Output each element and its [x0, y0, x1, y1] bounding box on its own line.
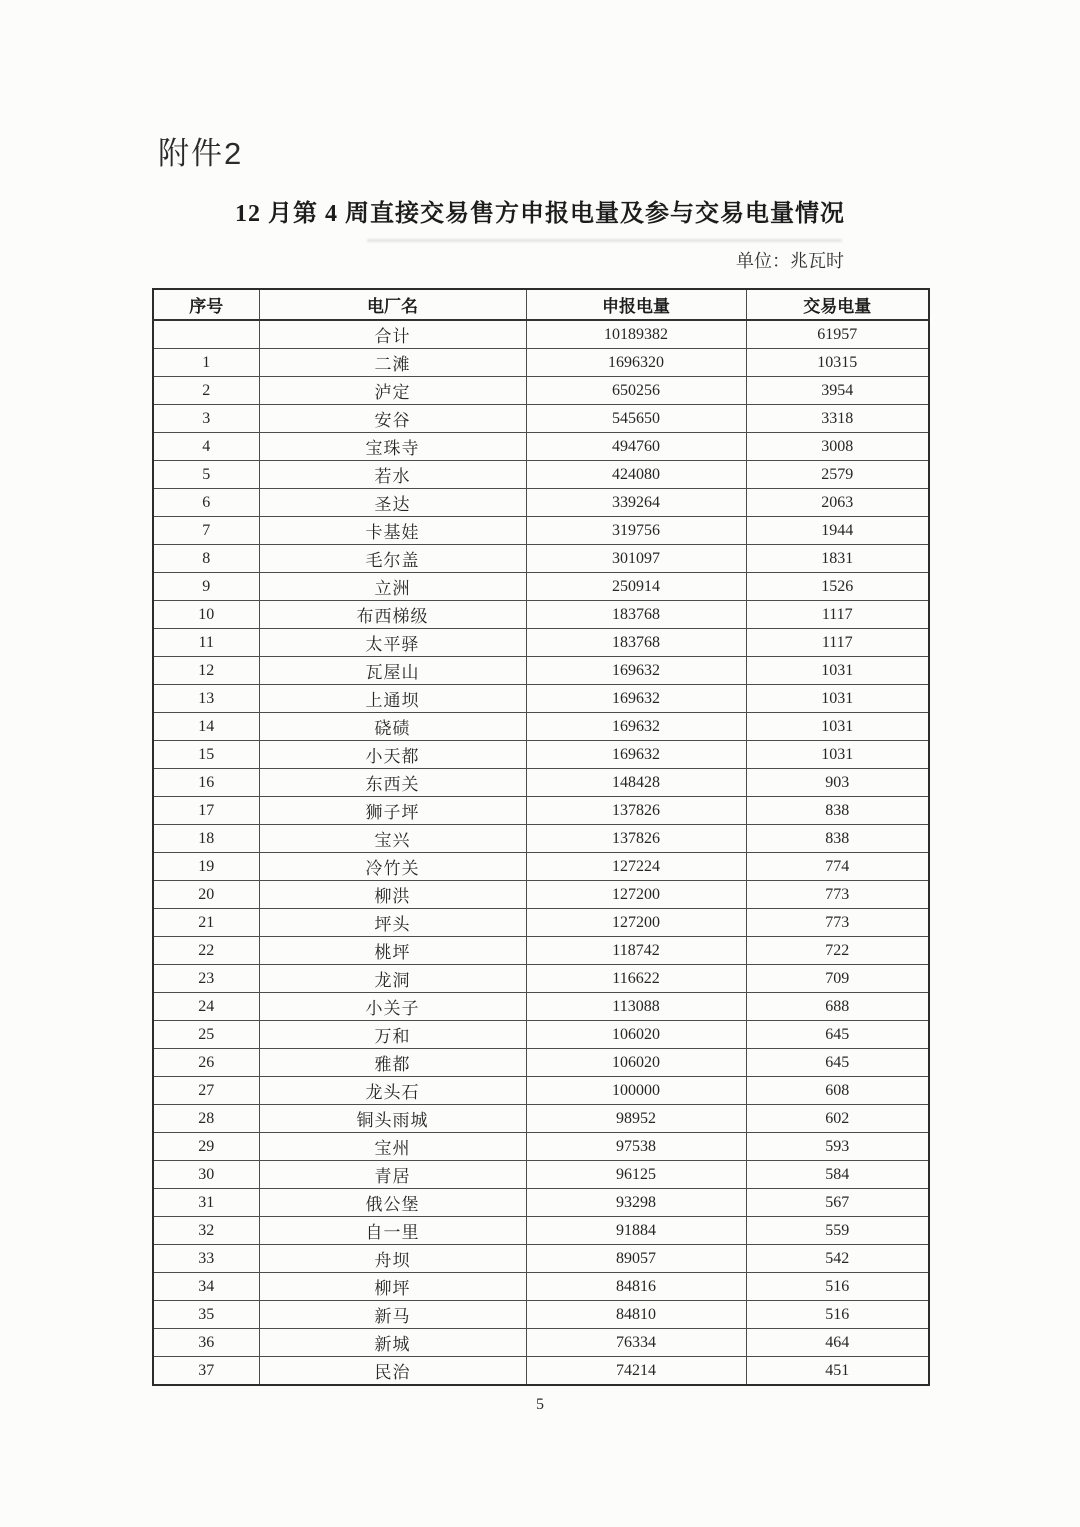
traded-energy-cell: 559: [746, 1217, 929, 1245]
row-index-cell: 23: [153, 965, 259, 993]
table-row: [153, 1245, 929, 1273]
declared-energy-cell: 137826: [526, 825, 746, 853]
table-row: [153, 1217, 929, 1245]
row-index-cell: 11: [153, 629, 259, 657]
table-row: [153, 405, 929, 433]
row-index-cell: 25: [153, 1021, 259, 1049]
row-index-cell: 29: [153, 1133, 259, 1161]
column-header-plant-name-cell: 电厂名: [259, 289, 526, 320]
row-index-cell: 33: [153, 1245, 259, 1273]
row-index-cell: 35: [153, 1301, 259, 1329]
declared-energy-cell: 137826: [526, 797, 746, 825]
declared-energy-cell: 106020: [526, 1021, 746, 1049]
table-row: [153, 937, 929, 965]
traded-energy-cell: 3008: [746, 433, 929, 461]
declared-energy-cell: 10189382: [526, 320, 746, 349]
plant-name-cell: 宝兴: [259, 825, 526, 853]
plant-name-cell: 桃坪: [259, 937, 526, 965]
column-header-declared-energy-cell: 申报电量: [526, 289, 746, 320]
plant-name-cell: 安谷: [259, 405, 526, 433]
row-index-cell: 2: [153, 377, 259, 405]
table-row: [153, 797, 929, 825]
table-row: [153, 1301, 929, 1329]
traded-energy-cell: 61957: [746, 320, 929, 349]
table-row: [153, 769, 929, 797]
traded-energy-cell: 1117: [746, 601, 929, 629]
declared-energy-cell: 118742: [526, 937, 746, 965]
traded-energy-cell: 774: [746, 853, 929, 881]
table-row: [153, 461, 929, 489]
declared-energy-cell: 494760: [526, 433, 746, 461]
traded-energy-cell: 773: [746, 881, 929, 909]
declared-energy-cell: 76334: [526, 1329, 746, 1357]
row-index-cell: 13: [153, 685, 259, 713]
table-row: [153, 993, 929, 1021]
table-row: [153, 1133, 929, 1161]
table-row: [153, 713, 929, 741]
table-row-total: [153, 320, 929, 349]
row-index-cell: 27: [153, 1077, 259, 1105]
plant-name-cell: 若水: [259, 461, 526, 489]
table-row: [153, 1357, 929, 1386]
plant-name-cell: 泸定: [259, 377, 526, 405]
declared-energy-cell: 127224: [526, 853, 746, 881]
plant-name-cell: 柳坪: [259, 1273, 526, 1301]
plant-name-cell: 雅都: [259, 1049, 526, 1077]
plant-name-cell: 合计: [259, 320, 526, 349]
traded-energy-cell: 567: [746, 1189, 929, 1217]
traded-energy-cell: 516: [746, 1301, 929, 1329]
declared-energy-cell: 148428: [526, 769, 746, 797]
declared-energy-cell: 339264: [526, 489, 746, 517]
table-row: [153, 601, 929, 629]
declared-energy-cell: 106020: [526, 1049, 746, 1077]
table-header-row: [153, 289, 929, 320]
row-index-cell: 18: [153, 825, 259, 853]
row-index-cell: 16: [153, 769, 259, 797]
plant-name-cell: 上通坝: [259, 685, 526, 713]
plant-name-cell: 立洲: [259, 573, 526, 601]
table-row: [153, 1077, 929, 1105]
row-index-cell: 1: [153, 349, 259, 377]
row-index-cell: 6: [153, 489, 259, 517]
traded-energy-cell: 1031: [746, 713, 929, 741]
row-index-cell: 19: [153, 853, 259, 881]
declared-energy-cell: 89057: [526, 1245, 746, 1273]
row-index-cell: 36: [153, 1329, 259, 1357]
row-index-cell: 3: [153, 405, 259, 433]
declared-energy-cell: 91884: [526, 1217, 746, 1245]
plant-name-cell: 圣达: [259, 489, 526, 517]
traded-energy-cell: 838: [746, 825, 929, 853]
traded-energy-cell: 645: [746, 1049, 929, 1077]
plant-name-cell: 柳洪: [259, 881, 526, 909]
traded-energy-cell: 464: [746, 1329, 929, 1357]
declared-energy-cell: 545650: [526, 405, 746, 433]
declared-energy-cell: 74214: [526, 1357, 746, 1386]
row-index-cell: 17: [153, 797, 259, 825]
row-index-cell: 37: [153, 1357, 259, 1386]
traded-energy-cell: 688: [746, 993, 929, 1021]
plant-name-cell: 万和: [259, 1021, 526, 1049]
row-index-cell: 5: [153, 461, 259, 489]
declared-energy-cell: 97538: [526, 1133, 746, 1161]
traded-energy-cell: 608: [746, 1077, 929, 1105]
plant-name-cell: 俄公堡: [259, 1189, 526, 1217]
row-index-cell: 15: [153, 741, 259, 769]
table-header: [153, 289, 929, 320]
declared-energy-cell: 113088: [526, 993, 746, 1021]
table-row: [153, 433, 929, 461]
document-title: 12 月第 4 周直接交易售方申报电量及参与交易电量情况: [0, 193, 1080, 228]
row-index-cell: 12: [153, 657, 259, 685]
declared-energy-cell: 424080: [526, 461, 746, 489]
traded-energy-cell: 1944: [746, 517, 929, 545]
traded-energy-cell: 1831: [746, 545, 929, 573]
table-row: [153, 1021, 929, 1049]
plant-name-cell: 新马: [259, 1301, 526, 1329]
traded-energy-cell: 1031: [746, 741, 929, 769]
table-row: [153, 741, 929, 769]
declared-energy-cell: 250914: [526, 573, 746, 601]
unit-label: 单位：兆瓦时: [736, 251, 844, 271]
plant-name-cell: 卡基娃: [259, 517, 526, 545]
traded-energy-cell: 1031: [746, 685, 929, 713]
declared-energy-cell: 96125: [526, 1161, 746, 1189]
plant-name-cell: 东西关: [259, 769, 526, 797]
table-row: [153, 573, 929, 601]
traded-energy-cell: 451: [746, 1357, 929, 1386]
declared-energy-cell: 169632: [526, 685, 746, 713]
plant-name-cell: 小天都: [259, 741, 526, 769]
attachment-label: 附件2: [158, 136, 244, 171]
table-row: [153, 825, 929, 853]
traded-energy-cell: 1117: [746, 629, 929, 657]
row-index-cell: 7: [153, 517, 259, 545]
plant-name-cell: 硗碛: [259, 713, 526, 741]
column-header-traded-energy-cell: 交易电量: [746, 289, 929, 320]
row-index-cell: 34: [153, 1273, 259, 1301]
plant-name-cell: 瓦屋山: [259, 657, 526, 685]
plant-name-cell: 青居: [259, 1161, 526, 1189]
plant-name-cell: 布西梯级: [259, 601, 526, 629]
traded-energy-cell: 516: [746, 1273, 929, 1301]
table-row: [153, 489, 929, 517]
row-index-cell: 10: [153, 601, 259, 629]
table-row: [153, 881, 929, 909]
plant-name-cell: 太平驿: [259, 629, 526, 657]
declared-energy-cell: 98952: [526, 1105, 746, 1133]
traded-energy-cell: 1031: [746, 657, 929, 685]
row-index-cell: 21: [153, 909, 259, 937]
table-row: [153, 685, 929, 713]
row-index-cell: 22: [153, 937, 259, 965]
declared-energy-cell: 84816: [526, 1273, 746, 1301]
row-index-cell: 20: [153, 881, 259, 909]
row-index-cell: 26: [153, 1049, 259, 1077]
plant-name-cell: 宝珠寺: [259, 433, 526, 461]
declared-energy-cell: 1696320: [526, 349, 746, 377]
traded-energy-cell: 709: [746, 965, 929, 993]
table-row: [153, 1329, 929, 1357]
traded-energy-cell: 838: [746, 797, 929, 825]
declared-energy-cell: 84810: [526, 1301, 746, 1329]
declared-energy-cell: 183768: [526, 629, 746, 657]
row-index-cell: 9: [153, 573, 259, 601]
traded-energy-cell: 3318: [746, 405, 929, 433]
traded-energy-cell: 3954: [746, 377, 929, 405]
traded-energy-cell: 584: [746, 1161, 929, 1189]
traded-energy-cell: 645: [746, 1021, 929, 1049]
plant-name-cell: 龙洞: [259, 965, 526, 993]
traded-energy-cell: 2579: [746, 461, 929, 489]
row-index-cell: 32: [153, 1217, 259, 1245]
table-row: [153, 377, 929, 405]
table-row: [153, 1049, 929, 1077]
declared-energy-cell: 127200: [526, 881, 746, 909]
traded-energy-cell: 593: [746, 1133, 929, 1161]
declared-energy-cell: 319756: [526, 517, 746, 545]
declared-energy-cell: 116622: [526, 965, 746, 993]
table-row: [153, 853, 929, 881]
plant-name-cell: 二滩: [259, 349, 526, 377]
page-number: 5: [536, 1396, 544, 1413]
table-row: [153, 1161, 929, 1189]
traded-energy-cell: 773: [746, 909, 929, 937]
plant-name-cell: 舟坝: [259, 1245, 526, 1273]
table-row: [153, 629, 929, 657]
declared-energy-cell: 169632: [526, 657, 746, 685]
plant-name-cell: 冷竹关: [259, 853, 526, 881]
row-index-cell: 28: [153, 1105, 259, 1133]
plant-name-cell: 小关子: [259, 993, 526, 1021]
plant-name-cell: 新城: [259, 1329, 526, 1357]
row-index-cell: [153, 320, 259, 349]
declared-energy-cell: 650256: [526, 377, 746, 405]
traded-energy-cell: 1526: [746, 573, 929, 601]
plant-name-cell: 民治: [259, 1357, 526, 1386]
declared-energy-cell: 100000: [526, 1077, 746, 1105]
plant-name-cell: 宝州: [259, 1133, 526, 1161]
row-index-cell: 30: [153, 1161, 259, 1189]
declared-energy-cell: 301097: [526, 545, 746, 573]
traded-energy-cell: 10315: [746, 349, 929, 377]
traded-energy-cell: 2063: [746, 489, 929, 517]
traded-energy-cell: 602: [746, 1105, 929, 1133]
plant-name-cell: 坪头: [259, 909, 526, 937]
declared-energy-cell: 93298: [526, 1189, 746, 1217]
table-body: [153, 320, 929, 1385]
table-row: [153, 1105, 929, 1133]
row-index-cell: 14: [153, 713, 259, 741]
plant-name-cell: 狮子坪: [259, 797, 526, 825]
traded-energy-cell: 722: [746, 937, 929, 965]
traded-energy-cell: 542: [746, 1245, 929, 1273]
plant-name-cell: 铜头雨城: [259, 1105, 526, 1133]
table-row: [153, 1273, 929, 1301]
table-row: [153, 545, 929, 573]
row-index-cell: 4: [153, 433, 259, 461]
declared-energy-cell: 169632: [526, 713, 746, 741]
table-row: [153, 657, 929, 685]
plant-name-cell: 龙头石: [259, 1077, 526, 1105]
table-row: [153, 1189, 929, 1217]
power-plant-volume-table: [152, 288, 930, 1386]
declared-energy-cell: 127200: [526, 909, 746, 937]
column-header-row-index-cell: 序号: [153, 289, 259, 320]
table-row: [153, 349, 929, 377]
declared-energy-cell: 169632: [526, 741, 746, 769]
plant-name-cell: 自一里: [259, 1217, 526, 1245]
table-row: [153, 517, 929, 545]
row-index-cell: 8: [153, 545, 259, 573]
traded-energy-cell: 903: [746, 769, 929, 797]
table-row: [153, 909, 929, 937]
row-index-cell: 31: [153, 1189, 259, 1217]
table-row: [153, 965, 929, 993]
row-index-cell: 24: [153, 993, 259, 1021]
declared-energy-cell: 183768: [526, 601, 746, 629]
plant-name-cell: 毛尔盖: [259, 545, 526, 573]
